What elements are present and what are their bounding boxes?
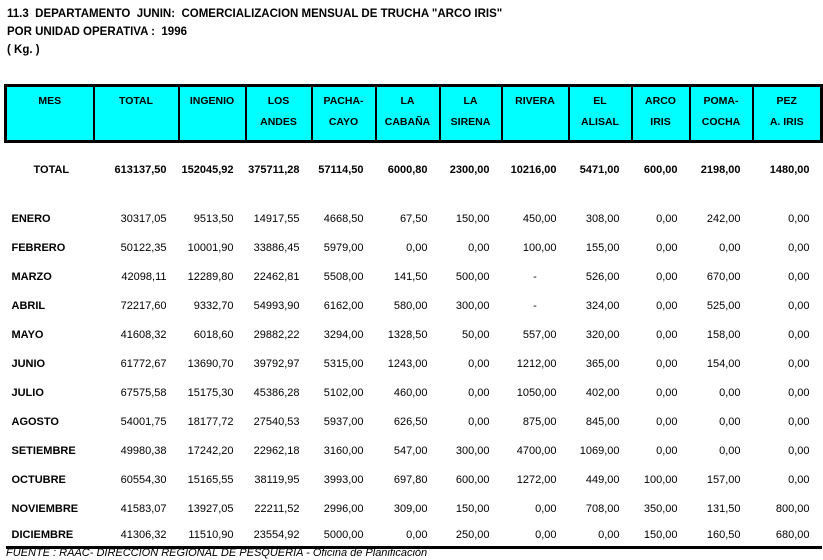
cell-abril-total: 72217,60 <box>120 300 167 312</box>
cell-agosto-ingenio: 18177,72 <box>187 416 234 428</box>
cell-mayo-pachacayo: 3294,00 <box>323 329 364 341</box>
cell-junio-la-sirena: 0,00 <box>468 358 490 370</box>
cell-mayo-la-sirena: 50,00 <box>461 329 490 341</box>
column-header-total <box>94 86 179 142</box>
cell-febrero-rivera: 100,00 <box>522 242 557 254</box>
cell-abril-el-alisal: 324,00 <box>585 300 620 312</box>
cell-enero-arco-iris: 0,00 <box>656 213 678 225</box>
column-header-line1: LA <box>463 95 478 107</box>
column-header-line1: RIVERA <box>515 95 555 107</box>
row-label-setiembre: SETIEMBRE <box>11 445 76 457</box>
cell-octubre-la-cabana: 697,80 <box>393 474 428 486</box>
cell-octubre-la-sirena: 600,00 <box>455 474 490 486</box>
cell-setiembre-la-sirena: 300,00 <box>455 445 490 457</box>
cell-setiembre-pez-a-iris: 0,00 <box>788 445 810 457</box>
column-header-line1: LOS <box>267 95 290 107</box>
table-row-agosto <box>6 408 822 437</box>
cell-agosto-pachacayo: 5937,00 <box>323 416 364 428</box>
row-label-junio: JUNIO <box>11 358 46 370</box>
cell-diciembre-ingenio: 11510,90 <box>179 524 246 548</box>
spacer-cell <box>6 188 822 205</box>
cell-febrero-pachacayo: 5979,00 <box>323 242 364 254</box>
cell-setiembre-pachacayo: 3160,00 <box>323 445 364 457</box>
cell-agosto-los-andes: 27540,53 <box>253 416 300 428</box>
cell-total-rivera: 10216,00 <box>510 163 557 176</box>
cell-enero-el-alisal: 308,00 <box>585 213 620 225</box>
cell-noviembre-la-sirena: 150,00 <box>455 503 490 515</box>
row-label-enero: ENERO <box>11 213 51 225</box>
table-row-abril <box>6 292 822 321</box>
cell-agosto-pomacocha: 0,00 <box>719 416 741 428</box>
cell-febrero-el-alisal: 155,00 <box>585 242 620 254</box>
row-label-total: TOTAL <box>33 163 70 176</box>
cell-diciembre-rivera: 0,00 <box>502 524 569 548</box>
spacer-cell <box>6 142 822 152</box>
cell-julio-la-cabana: 460,00 <box>393 387 428 399</box>
column-header-line2 <box>7 107 93 133</box>
column-header-line2 <box>95 107 178 133</box>
row-label-noviembre: NOVIEMBRE <box>11 503 79 515</box>
cell-diciembre-la-sirena: 250,00 <box>440 524 502 548</box>
table-header-row <box>6 86 822 142</box>
table-row-marzo <box>6 263 822 292</box>
table-row-setiembre <box>6 437 822 466</box>
cell-enero-ingenio: 9513,50 <box>193 213 234 225</box>
cell-julio-el-alisal: 402,00 <box>585 387 620 399</box>
cell-setiembre-ingenio: 17242,20 <box>187 445 234 457</box>
cell-octubre-pachacayo: 3993,00 <box>323 474 364 486</box>
table-row-diciembre <box>6 524 822 548</box>
cell-enero-pomacocha: 242,00 <box>706 213 741 225</box>
cell-marzo-la-cabana: 141,50 <box>393 271 428 283</box>
cell-febrero-la-sirena: 0,00 <box>468 242 490 254</box>
table-row-noviembre <box>6 495 822 524</box>
cell-diciembre-total: 41306,32 <box>94 524 179 548</box>
cell-total-la-sirena: 2300,00 <box>449 163 490 176</box>
cell-setiembre-los-andes: 22962,18 <box>253 445 300 457</box>
cell-mayo-rivera: 557,00 <box>522 329 557 341</box>
cell-enero-rivera: 450,00 <box>522 213 557 225</box>
cell-diciembre-los-andes: 23554,92 <box>246 524 312 548</box>
column-header-line2: SIRENA <box>450 116 491 128</box>
report-subtitle: POR UNIDAD OPERATIVA : 1996 <box>7 26 187 38</box>
cell-mayo-los-andes: 29882,22 <box>253 329 300 341</box>
cell-total-arco-iris: 600,00 <box>643 163 678 176</box>
report-title: 11.3 DEPARTAMENTO JUNIN: COMERCIALIZACION MENSUAL DE TRUCHA "ARCO IRIS" <box>7 8 503 20</box>
cell-marzo-ingenio: 12289,80 <box>187 271 234 283</box>
cell-abril-los-andes: 54993,90 <box>253 300 300 312</box>
column-header-la-sirena <box>440 86 502 142</box>
cell-abril-pachacayo: 6162,00 <box>323 300 364 312</box>
column-header-line1: INGENIO <box>189 95 235 107</box>
cell-junio-total: 61772,67 <box>120 358 167 370</box>
table-header <box>6 86 822 142</box>
row-label-abril: ABRIL <box>11 300 46 312</box>
cell-octubre-rivera: 1272,00 <box>516 474 557 486</box>
cell-setiembre-pomacocha: 0,00 <box>719 445 741 457</box>
cell-junio-pachacayo: 5315,00 <box>323 358 364 370</box>
cell-abril-la-sirena: 300,00 <box>455 300 490 312</box>
cell-total-total: 613137,50 <box>114 163 167 176</box>
cell-junio-los-andes: 39792,97 <box>253 358 300 370</box>
cell-total-pachacayo: 57114,50 <box>318 163 364 176</box>
cell-octubre-pez-a-iris: 0,00 <box>788 474 810 486</box>
cell-marzo-rivera: - <box>533 271 537 283</box>
cell-febrero-arco-iris: 0,00 <box>656 242 678 254</box>
cell-marzo-pomacocha: 670,00 <box>706 271 741 283</box>
cell-mayo-pez-a-iris: 0,00 <box>788 329 810 341</box>
cell-julio-los-andes: 45386,28 <box>253 387 300 399</box>
cell-junio-pez-a-iris: 0,00 <box>788 358 810 370</box>
row-label-octubre: OCTUBRE <box>11 474 66 486</box>
cell-abril-rivera: - <box>533 300 537 312</box>
cell-marzo-la-sirena: 500,00 <box>455 271 490 283</box>
cell-abril-pomacocha: 525,00 <box>706 300 741 312</box>
table-row-enero <box>6 205 822 234</box>
cell-marzo-total: 42098,11 <box>121 271 167 283</box>
table-row-total <box>6 152 822 188</box>
cell-mayo-el-alisal: 320,00 <box>585 329 620 341</box>
spacer-below-total <box>6 188 822 205</box>
cell-julio-rivera: 1050,00 <box>516 387 557 399</box>
cell-noviembre-pez-a-iris: 800,00 <box>775 503 810 515</box>
cell-setiembre-el-alisal: 1069,00 <box>579 445 620 457</box>
cell-total-los-andes: 375711,28 <box>248 163 300 176</box>
column-header-el-alisal <box>569 86 632 142</box>
column-header-line2: CAYO <box>328 116 359 128</box>
cell-diciembre-la-cabana: 0,00 <box>376 524 440 548</box>
cell-octubre-total: 60554,30 <box>120 474 167 486</box>
cell-enero-pachacayo: 4668,50 <box>323 213 364 225</box>
column-header-line1: LA <box>400 95 415 107</box>
cell-febrero-total: 50122,35 <box>120 242 167 254</box>
cell-julio-la-sirena: 0,00 <box>468 387 490 399</box>
cell-noviembre-total: 41583,07 <box>120 503 167 515</box>
cell-marzo-los-andes: 22462,81 <box>253 271 300 283</box>
table-body <box>6 142 822 548</box>
cell-abril-pez-a-iris: 0,00 <box>788 300 810 312</box>
cell-marzo-el-alisal: 526,00 <box>585 271 620 283</box>
cell-abril-ingenio: 9332,70 <box>193 300 234 312</box>
cell-agosto-rivera: 875,00 <box>522 416 557 428</box>
column-header-line1: PACHA- <box>323 95 364 107</box>
cell-total-la-cabana: 6000,80 <box>387 163 428 176</box>
table-row-mayo <box>6 321 822 350</box>
column-header-line2: ANDES <box>260 116 297 128</box>
column-header-line2 <box>503 107 568 133</box>
row-label-febrero: FEBRERO <box>11 242 66 254</box>
column-header-line2: A. IRIS <box>769 116 804 128</box>
cell-junio-el-alisal: 365,00 <box>585 358 620 370</box>
cell-noviembre-los-andes: 22211,52 <box>254 503 300 515</box>
cell-diciembre-el-alisal: 0,00 <box>569 524 632 548</box>
column-header-pez-a-iris <box>753 86 822 142</box>
cell-junio-ingenio: 13690,70 <box>187 358 234 370</box>
cell-abril-la-cabana: 580,00 <box>393 300 428 312</box>
cell-setiembre-total: 49980,38 <box>120 445 167 457</box>
cell-marzo-pez-a-iris: 0,00 <box>788 271 810 283</box>
cell-noviembre-rivera: 0,00 <box>535 503 557 515</box>
column-header-line1: POMA- <box>703 95 739 107</box>
row-label-julio: JULIO <box>11 387 44 399</box>
cell-agosto-la-cabana: 626,50 <box>393 416 428 428</box>
cell-junio-pomacocha: 154,00 <box>706 358 741 370</box>
data-table <box>4 84 823 549</box>
cell-mayo-arco-iris: 0,00 <box>656 329 678 341</box>
cell-agosto-total: 54001,75 <box>120 416 167 428</box>
cell-agosto-el-alisal: 845,00 <box>585 416 620 428</box>
cell-enero-pez-a-iris: 0,00 <box>788 213 810 225</box>
cell-febrero-la-cabana: 0,00 <box>406 242 428 254</box>
row-label-diciembre: DICIEMBRE <box>6 524 94 548</box>
cell-marzo-arco-iris: 0,00 <box>656 271 678 283</box>
table-row-octubre <box>6 466 822 495</box>
row-label-agosto: AGOSTO <box>11 416 59 428</box>
column-header-line2: IRIS <box>650 116 671 128</box>
column-header-pachacayo <box>312 86 376 142</box>
column-header-line1: MES <box>38 95 62 107</box>
cell-mayo-total: 41608,32 <box>120 329 167 341</box>
cell-noviembre-pomacocha: 131,50 <box>706 503 741 515</box>
cell-octubre-los-andes: 38119,95 <box>254 474 300 486</box>
cell-octubre-pomacocha: 157,00 <box>706 474 741 486</box>
cell-setiembre-rivera: 4700,00 <box>516 445 557 457</box>
table-row-junio <box>6 350 822 379</box>
cell-diciembre-pomacocha: 160,50 <box>690 524 753 548</box>
column-header-arco-iris <box>632 86 690 142</box>
cell-total-pomacocha: 2198,00 <box>700 163 741 176</box>
cell-agosto-pez-a-iris: 0,00 <box>788 416 810 428</box>
cell-junio-rivera: 1212,00 <box>516 358 557 370</box>
row-label-mayo: MAYO <box>11 329 44 341</box>
title-block <box>7 5 502 59</box>
source-note: FUENTE : RAAC- DIRECCION REGIONAL DE PESQUERIA - Oficina de Planificación <box>6 547 428 559</box>
cell-julio-pez-a-iris: 0,00 <box>788 387 810 399</box>
cell-octubre-ingenio: 15165,55 <box>187 474 234 486</box>
cell-noviembre-el-alisal: 708,00 <box>585 503 620 515</box>
cell-octubre-arco-iris: 100,00 <box>643 474 678 486</box>
cell-mayo-ingenio: 6018,60 <box>193 329 234 341</box>
cell-agosto-la-sirena: 0,00 <box>468 416 490 428</box>
cell-febrero-los-andes: 33886,45 <box>253 242 300 254</box>
cell-febrero-ingenio: 10001,90 <box>187 242 234 254</box>
column-header-line1: PEZ <box>776 95 797 107</box>
cell-diciembre-arco-iris: 150,00 <box>632 524 690 548</box>
cell-enero-la-sirena: 150,00 <box>455 213 490 225</box>
column-header-rivera <box>502 86 569 142</box>
cell-total-el-alisal: 5471,00 <box>579 163 620 176</box>
column-header-line2: ALISAL <box>581 116 619 128</box>
cell-noviembre-pachacayo: 2996,00 <box>323 503 364 515</box>
cell-enero-los-andes: 14917,55 <box>253 213 300 225</box>
column-header-line1: ARCO <box>645 95 676 107</box>
cell-diciembre-pachacayo: 5000,00 <box>312 524 376 548</box>
column-header-la-cabana <box>376 86 440 142</box>
table-row-julio <box>6 379 822 408</box>
cell-total-pez-a-iris: 1480,00 <box>769 163 810 176</box>
cell-total-ingenio: 152045,92 <box>181 163 234 176</box>
column-header-line2: COCHA <box>701 116 741 128</box>
column-header-ingenio <box>179 86 246 142</box>
cell-mayo-pomacocha: 158,00 <box>706 329 741 341</box>
cell-julio-pachacayo: 5102,00 <box>323 387 364 399</box>
column-header-pomacocha <box>690 86 753 142</box>
cell-octubre-el-alisal: 449,00 <box>585 474 620 486</box>
units-label: ( Kg. ) <box>7 44 40 56</box>
column-header-line2: CABAÑA <box>384 116 431 128</box>
column-header-line1: EL <box>593 95 607 107</box>
cell-junio-arco-iris: 0,00 <box>656 358 678 370</box>
cell-enero-la-cabana: 67,50 <box>399 213 428 225</box>
column-header-line1: TOTAL <box>118 95 154 107</box>
cell-noviembre-ingenio: 13927,05 <box>187 503 234 515</box>
cell-julio-ingenio: 15175,30 <box>187 387 234 399</box>
column-header-mes <box>6 86 94 142</box>
cell-julio-arco-iris: 0,00 <box>656 387 678 399</box>
cell-junio-la-cabana: 1243,00 <box>387 358 428 370</box>
cell-setiembre-arco-iris: 0,00 <box>656 445 678 457</box>
table-row-febrero <box>6 234 822 263</box>
cell-febrero-pez-a-iris: 0,00 <box>788 242 810 254</box>
cell-abril-arco-iris: 0,00 <box>656 300 678 312</box>
cell-julio-total: 67575,58 <box>120 387 167 399</box>
cell-setiembre-la-cabana: 547,00 <box>393 445 428 457</box>
cell-mayo-la-cabana: 1328,50 <box>387 329 428 341</box>
cell-julio-pomacocha: 0,00 <box>719 387 741 399</box>
spacer-above-total <box>6 142 822 152</box>
cell-marzo-pachacayo: 5508,00 <box>323 271 364 283</box>
cell-diciembre-pez-a-iris: 680,00 <box>753 524 822 548</box>
cell-agosto-arco-iris: 0,00 <box>656 416 678 428</box>
row-label-marzo: MARZO <box>11 271 52 283</box>
cell-noviembre-arco-iris: 350,00 <box>643 503 678 515</box>
column-header-los-andes <box>246 86 312 142</box>
cell-febrero-pomacocha: 0,00 <box>719 242 741 254</box>
column-header-line2 <box>180 107 245 133</box>
cell-noviembre-la-cabana: 309,00 <box>393 503 428 515</box>
spreadsheet-area <box>4 84 823 549</box>
cell-enero-total: 30317,05 <box>120 213 167 225</box>
